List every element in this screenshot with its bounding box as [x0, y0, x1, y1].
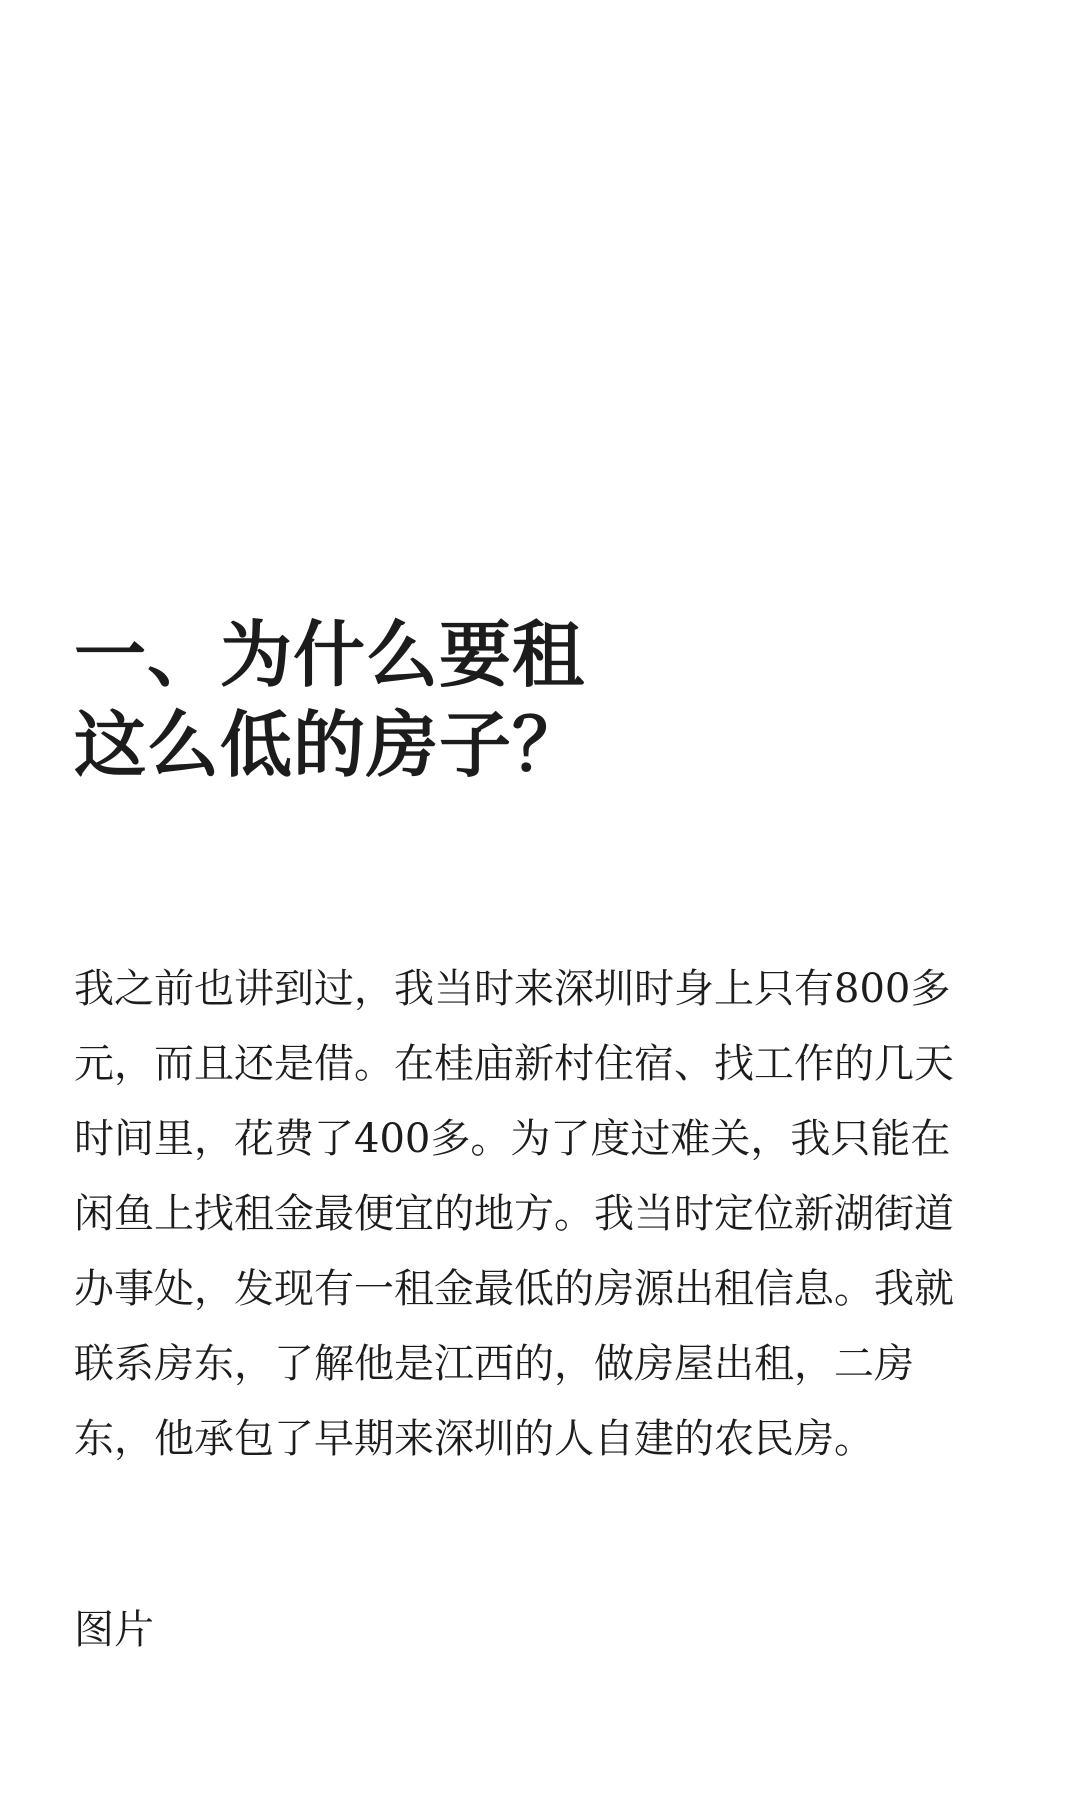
section-heading — [74, 610, 585, 790]
paragraph-line: 联系房东，了解他是江西的，做房屋出租，二房 — [74, 1341, 914, 1387]
paragraph-line: 我之前也讲到过，我当时来深圳时身上只有800多 — [74, 966, 951, 1012]
paragraph-line: 办事处，发现有一租金最低的房源出租信息。我就 — [74, 1266, 954, 1312]
paragraph-line: 闲鱼上找租金最便宜的地方。我当时定位新湖街道 — [74, 1191, 954, 1237]
image-caption: 图片 — [74, 1607, 154, 1653]
paragraph-line: 元，而且还是借。在桂庙新村住宿、找工作的几天 — [74, 1041, 954, 1087]
body-paragraph — [74, 952, 954, 1477]
paragraph-line: 东，他承包了早期来深圳的人自建的农民房。 — [74, 1416, 874, 1462]
section-heading-line-2: 这么低的房子？ — [74, 702, 586, 787]
paragraph-line: 时间里，花费了400多。为了度过难关，我只能在 — [74, 1116, 951, 1162]
section-heading-line-1: 一、为什么要租 — [74, 612, 586, 697]
